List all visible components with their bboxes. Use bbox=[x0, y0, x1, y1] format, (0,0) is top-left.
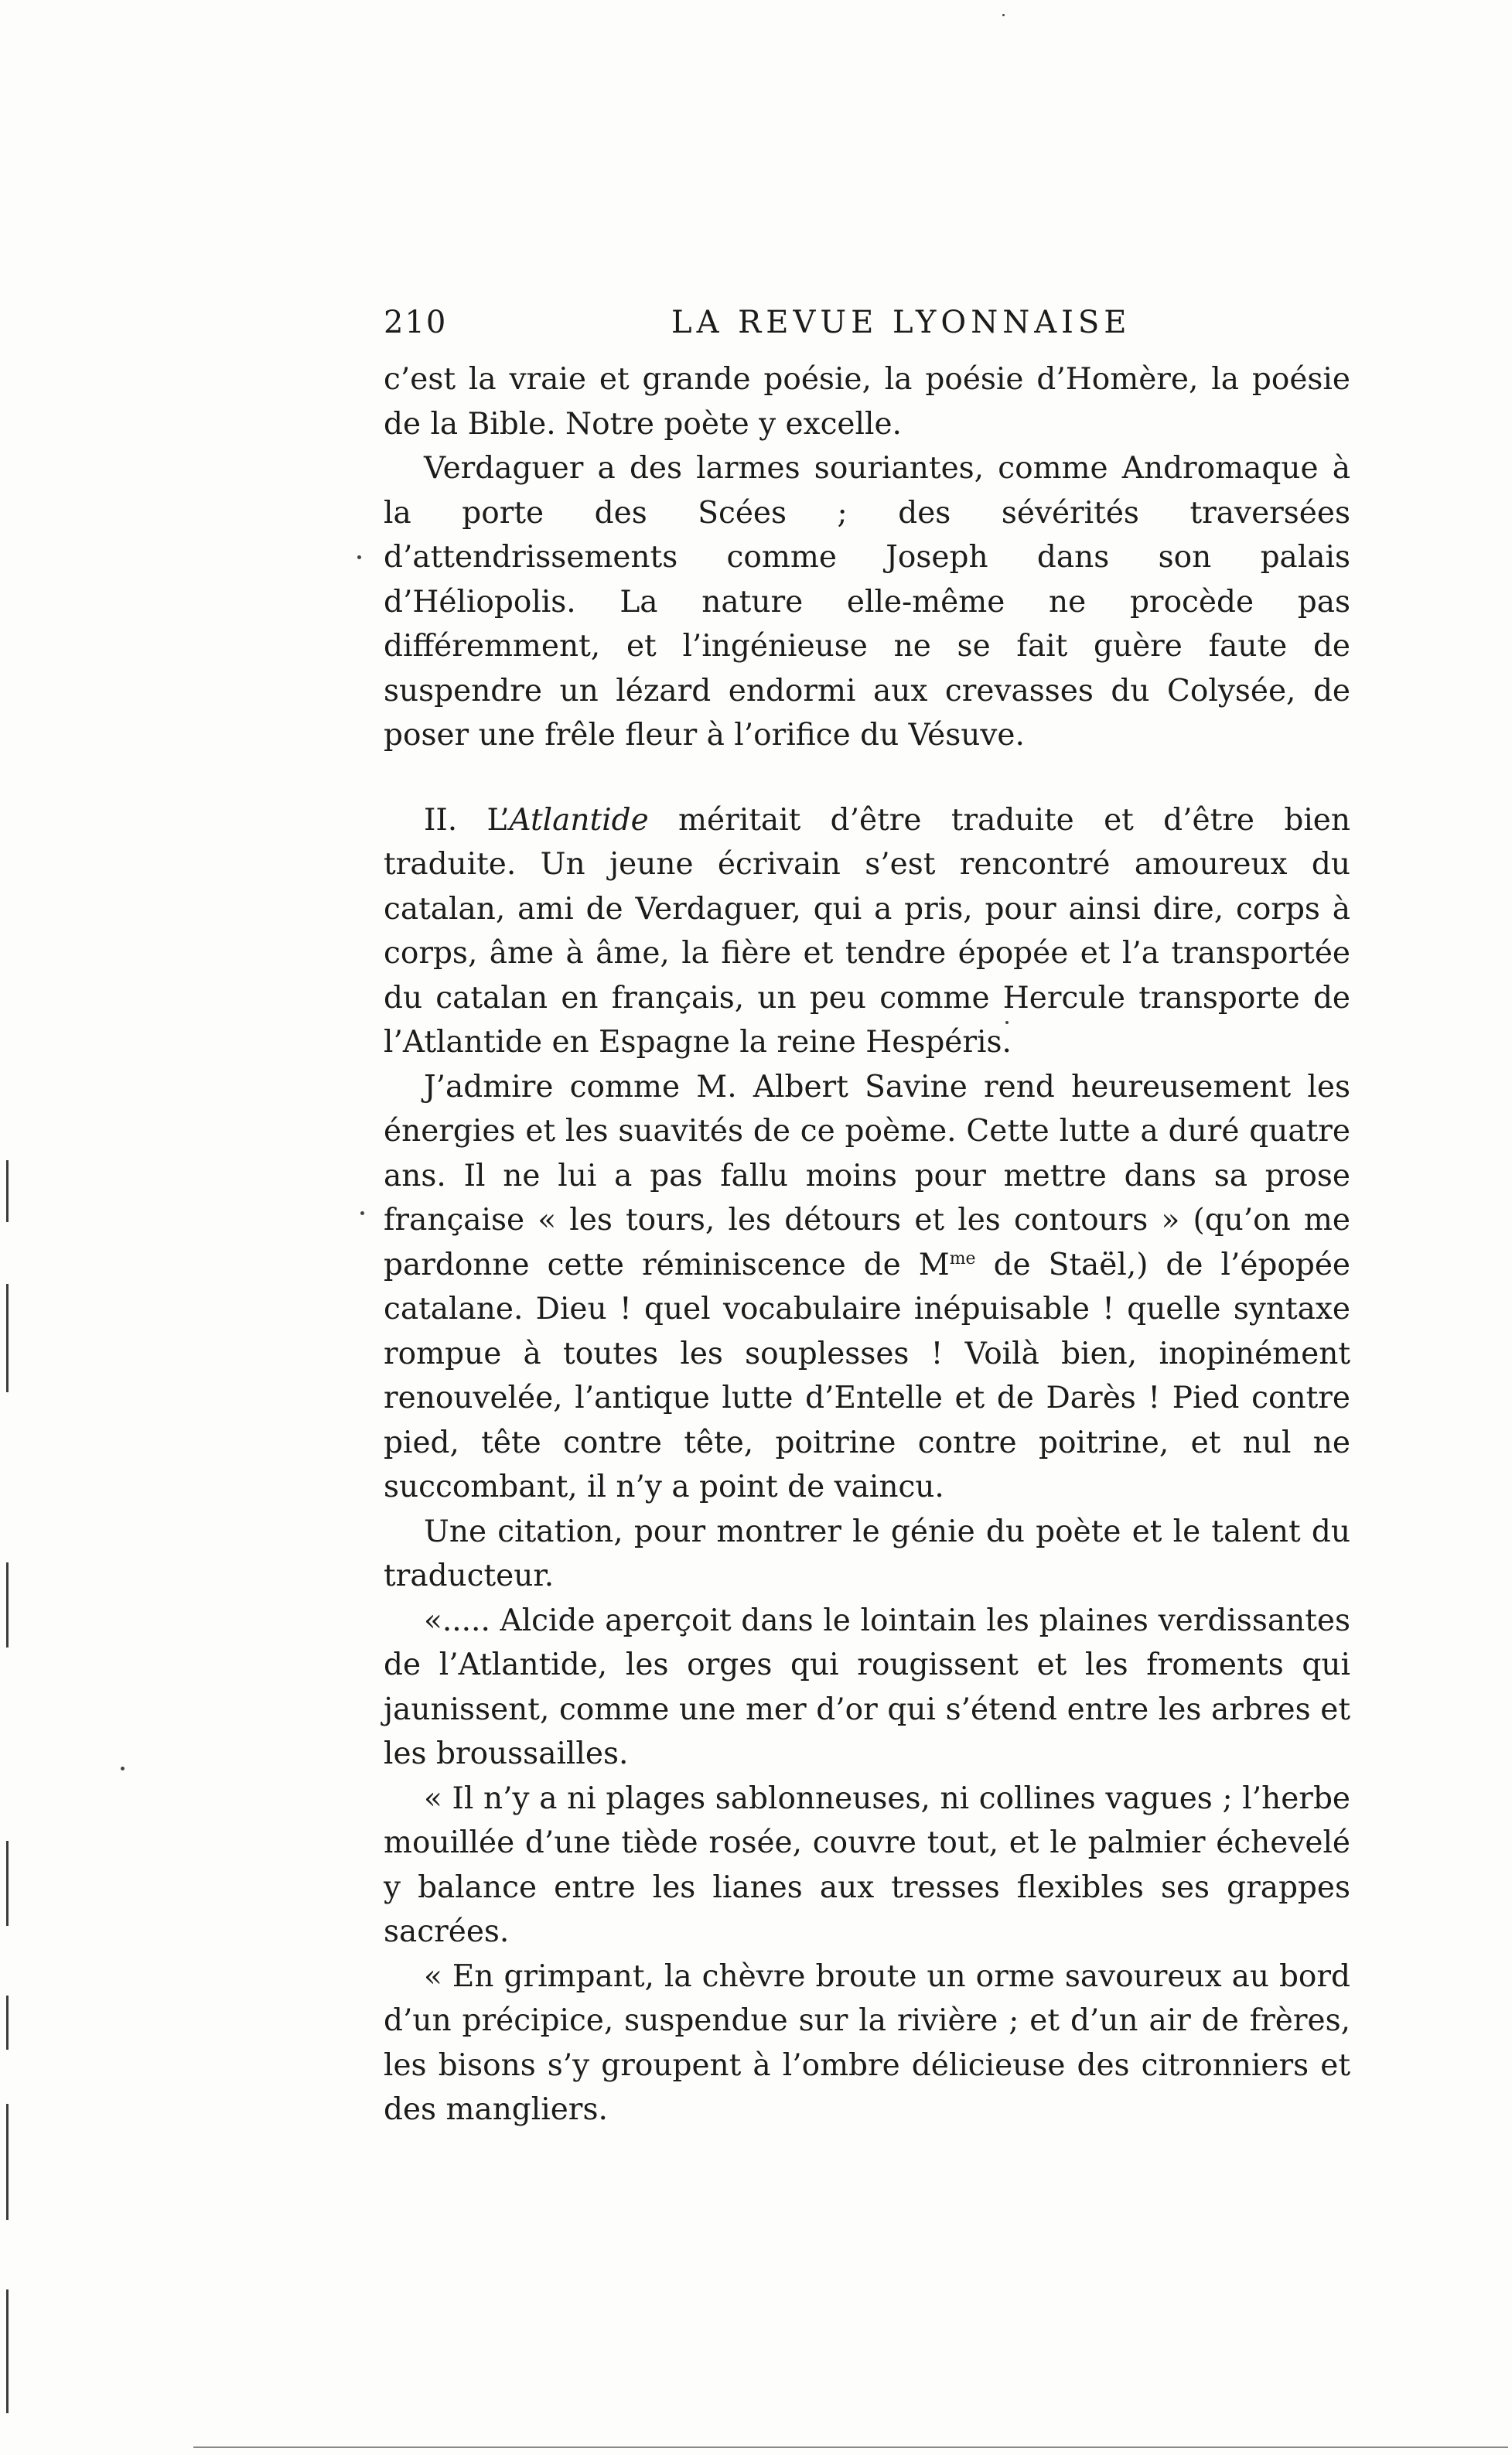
scan-margin-artifact bbox=[6, 1996, 9, 2050]
quote-paragraph-2: « Il n’y a ni plages sablonneuses, ni collines vagues ; l’herbe mouillée d’une tiède rosée, couvre tout, et le palmier échevelé y balance entre les lianes aux tresses flexibles ses grappes sacrées. bbox=[384, 1781, 1350, 1949]
paragraph-4 bbox=[384, 1065, 1350, 1510]
scan-speck bbox=[1002, 14, 1005, 16]
body-text bbox=[384, 357, 1350, 2132]
scan-bottom-edge bbox=[193, 2446, 1508, 2448]
paragraph-4-after: de Staël,) de l’épopée catalane. Dieu ! quel vocabulaire inépuisable ! quelle syntaxe rompue à toutes les souplesses ! Voilà bien, inopinément renouvelée, l’antique lutte d’Entelle et de Darès ! Pied contre pied, tête contre tête, poitrine contre poitrine, et nul ne succombant, il n’y a point de vaincu. bbox=[384, 1247, 1350, 1504]
section-lead: II. L’ bbox=[424, 802, 510, 838]
superscript-me: me bbox=[949, 1248, 976, 1268]
scan-margin-artifact bbox=[6, 2289, 9, 2413]
paragraph-1: c’est la vraie et grande poésie, la poésie d’Homère, la poésie de la Bible. Notre poète y excelle. bbox=[384, 362, 1350, 442]
scan-margin-artifact bbox=[6, 1284, 9, 1392]
scan-speck bbox=[357, 555, 361, 559]
scan-margin-artifact bbox=[6, 1562, 9, 1647]
scan-margin-artifact bbox=[6, 1160, 9, 1222]
running-title: LA REVUE LYONNAISE bbox=[671, 305, 1131, 340]
scan-speck bbox=[121, 1767, 125, 1770]
page-number: 210 bbox=[384, 305, 448, 340]
page-header bbox=[384, 305, 1358, 351]
scan-margin-artifact bbox=[6, 2104, 9, 2220]
paragraph-4-before: J’admire comme M. Albert Savine rend heureusement les énergies et les suavités de ce poème. Cette lutte a duré quatre ans. Il ne lui a pas fallu moins pour mettre dans sa prose française « les tours, les détours et les contours » (qu’on me pardonne cette réminiscence de M bbox=[384, 1069, 1350, 1282]
scan-margin-artifact bbox=[6, 1841, 9, 1926]
book-title: Atlantide bbox=[509, 802, 649, 838]
section-ii-text: méritait d’être traduite et d’être bien traduite. Un jeune écrivain s’est rencontré amoureux du catalan, ami de Verdaguer, qui a pris, pour ainsi dire, corps à corps, âme à âme, la fière et tendre épopée et l’a transportée du catalan en français, un peu comme Hercule transporte de l’Atlantide en Espagne la reine Hespéris. bbox=[384, 802, 1350, 1060]
scan-speck bbox=[360, 1211, 364, 1215]
paragraph-5: Une citation, pour montrer le génie du poète et le talent du traducteur. bbox=[384, 1514, 1350, 1593]
paragraph-2: Verdaguer a des larmes souriantes, comme Andromaque à la porte des Scées ; des sévérités traversées d’attendrissements comme Joseph dans son palais d’Héliopolis. La nature elle-même ne procède pas différemment, et l’ingénieuse ne se fait guère faute de suspendre un lézard endormi aux crevasses du Colysée, de poser une frêle fleur à l’orifice du Vésuve. bbox=[384, 451, 1350, 753]
quote-paragraph-1: «..... Alcide aperçoit dans le lointain les plaines verdissantes de l’Atlantide, les orges qui rougissent et les froments qui jaunissent, comme une mer d’or qui s’étend entre les arbres et les broussailles. bbox=[384, 1603, 1350, 1771]
quote-paragraph-3: « En grimpant, la chèvre broute un orme savoureux au bord d’un précipice, suspendue sur la rivière ; et d’un air de frères, les bisons s’y groupent à l’ombre délicieuse des citronniers et des mangliers. bbox=[384, 1958, 1350, 2127]
section-ii-paragraph bbox=[384, 798, 1350, 1065]
